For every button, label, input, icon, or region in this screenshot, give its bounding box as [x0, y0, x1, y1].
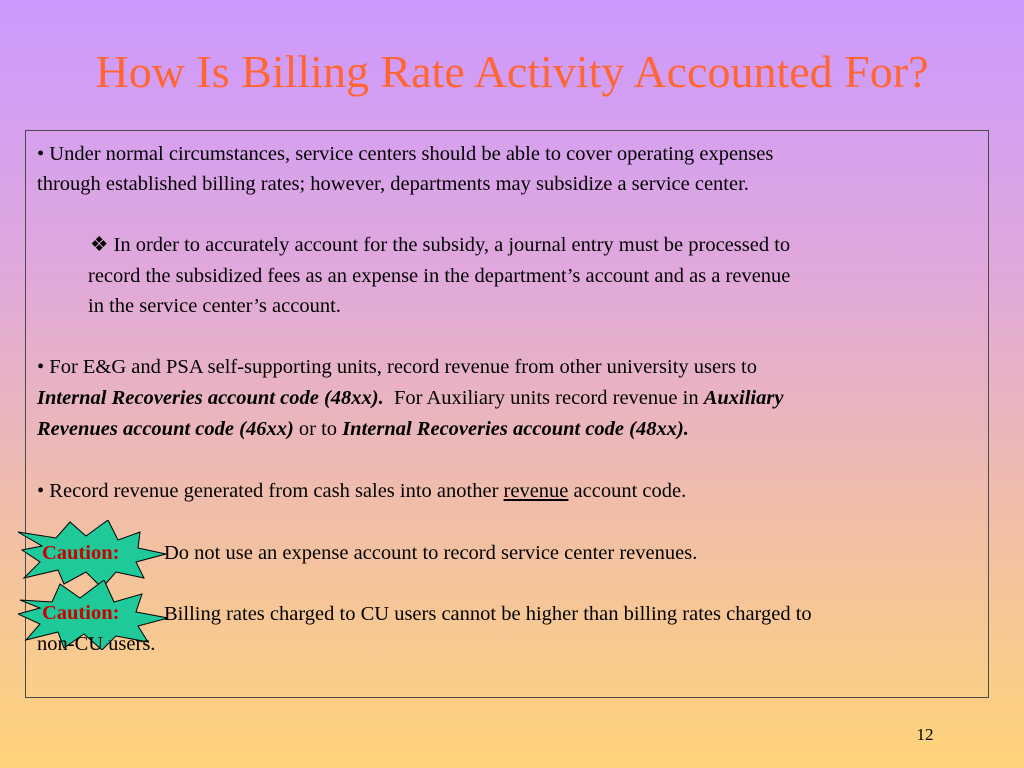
- sub-bullet-line-2: record the subsidized fees as an expense in the department’s account and as a revenue: [88, 265, 791, 287]
- auxiliary-revenues-code-text: Revenues account code (46xx): [37, 418, 294, 440]
- internal-recoveries-code-text-2: Internal Recoveries account code (48xx).: [342, 418, 689, 440]
- page-number: 12: [916, 725, 934, 744]
- slide-title: How Is Billing Rate Activity Accounted For?: [95, 46, 929, 97]
- or-to-text: or to: [298, 418, 338, 440]
- bullet-1-line-2: through established billing rates; however, departments may subsidize a service center.: [37, 173, 749, 195]
- caution-2-line-2: non-CU users.: [37, 633, 156, 655]
- revenue-underlined-text: revenue: [503, 480, 569, 502]
- caution-label: Caution:: [42, 542, 120, 564]
- auxiliary-text: Auxiliary: [703, 387, 784, 409]
- sub-bullet-line-3: in the service center’s account.: [88, 295, 341, 317]
- caution-label: Caution:: [42, 602, 120, 624]
- auxiliary-units-text: For Auxiliary units record revenue in: [394, 387, 699, 409]
- caution-1-text: Do not use an expense account to record service center revenues.: [164, 542, 698, 564]
- sub-bullet-line-1: ❖ In order to accurately account for the subsidy, a journal entry must be processed to: [90, 234, 791, 256]
- bullet-2-line-1: • For E&G and PSA self-supporting units, record revenue from other university users to: [37, 356, 758, 378]
- bullet-3-pre-text: • Record revenue generated from cash sales into another: [37, 480, 499, 502]
- internal-recoveries-code-text: Internal Recoveries account code (48xx).: [37, 387, 384, 409]
- bullet-3-line: [37, 476, 686, 507]
- bullet-1-line-1: • Under normal circumstances, service centers should be able to cover operating expenses: [37, 143, 774, 165]
- bullet-2-line-3: [37, 414, 689, 445]
- caution-2-line-1: Billing rates charged to CU users cannot be higher than billing rates charged to: [164, 603, 812, 625]
- bullet-2-line-2: [37, 383, 783, 414]
- bullet-3-post-text: account code.: [573, 480, 687, 502]
